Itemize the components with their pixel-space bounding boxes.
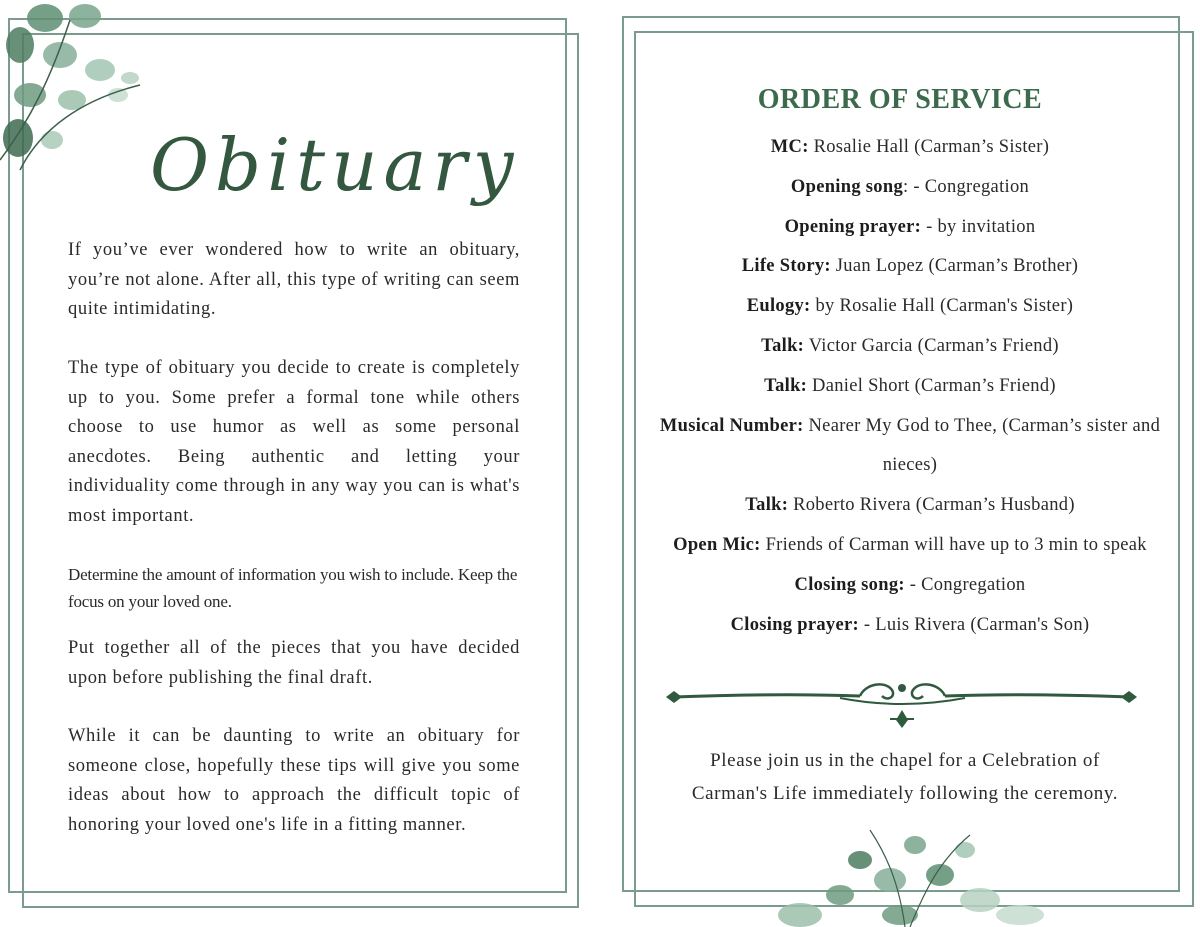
ornamental-divider-icon bbox=[660, 676, 1145, 732]
celebration-line: Please join us in the chapel for a Celebration of bbox=[710, 750, 1100, 771]
paragraph: The type of obituary you decide to create is completely up to you. Some prefer a formal tone while others choose to use humor as well as some personal anecdotes. Being authentic and letting your individuality come through in any way you can is what's most important. bbox=[68, 358, 520, 526]
service-item-text: Nearer My God to Thee, (Carman’s sister and nieces) bbox=[803, 415, 1161, 476]
service-item-text: by Rosalie Hall (Carman's Sister) bbox=[810, 296, 1074, 317]
paragraph: If you’ve ever wondered how to write an obituary, you’re not alone. After all, this type of writing can seem quite intimidating. bbox=[68, 240, 520, 319]
service-item-musical-number bbox=[640, 407, 1180, 487]
service-item-label: Closing song: bbox=[794, 574, 905, 595]
service-item-text: : - Congregation bbox=[903, 176, 1030, 197]
service-item-talk-1 bbox=[640, 327, 1180, 367]
service-item-label: Eulogy: bbox=[746, 296, 811, 317]
service-item-life-story bbox=[640, 247, 1180, 287]
service-item-label: Opening song bbox=[790, 176, 903, 197]
paragraph: While it can be daunting to write an obituary for someone close, hopefully these tips will give you some ideas about how to approach the difficult topic of honoring your loved one's life in a fitting manner. bbox=[68, 726, 520, 835]
page-title: Obituary bbox=[150, 123, 520, 207]
service-item-text: Rosalie Hall (Carman’s Sister) bbox=[808, 137, 1050, 157]
eucalyptus-leaves-icon bbox=[0, 0, 160, 190]
service-item-label: Talk: bbox=[764, 375, 808, 396]
service-item-label: Closing prayer: bbox=[730, 614, 859, 635]
service-item-label: MC: bbox=[770, 137, 809, 157]
service-item-opening-prayer bbox=[640, 208, 1180, 248]
service-item-label: Open Mic: bbox=[673, 534, 761, 555]
service-item-text: Roberto Rivera (Carman’s Husband) bbox=[788, 495, 1075, 516]
celebration-line: Carman's Life immediately following the ceremony. bbox=[691, 783, 1119, 804]
service-item-mc bbox=[640, 128, 1180, 168]
service-item-text: - Luis Rivera (Carman's Son) bbox=[858, 614, 1090, 635]
service-item-closing-prayer bbox=[640, 606, 1180, 646]
service-item-text: Juan Lopez (Carman’s Brother) bbox=[830, 256, 1079, 277]
service-item-text: Victor Garcia (Carman’s Friend) bbox=[804, 335, 1059, 356]
service-item-text: Friends of Carman will have up to 3 min to speak bbox=[760, 534, 1147, 555]
service-item-open-mic bbox=[640, 526, 1180, 566]
service-item-text: - Congregation bbox=[904, 574, 1026, 595]
service-item-label: Life Story: bbox=[741, 256, 831, 277]
service-item-label: Talk: bbox=[761, 335, 805, 356]
order-of-service-title: ORDER OF SERVICE bbox=[757, 84, 1043, 115]
service-item-opening-song bbox=[640, 168, 1180, 208]
service-item-label: Talk: bbox=[745, 495, 789, 516]
service-list bbox=[640, 128, 1180, 645]
service-item-talk-2 bbox=[640, 367, 1180, 407]
celebration-note bbox=[650, 744, 1160, 810]
paragraph: Determine the amount of information you wish to include. Keep the focus on your loved one. bbox=[68, 565, 518, 611]
service-item-text: Daniel Short (Carman’s Friend) bbox=[807, 375, 1056, 396]
service-item-label: Opening prayer: bbox=[784, 216, 922, 237]
service-item-label: Musical Number: bbox=[659, 415, 804, 436]
service-item-text: - by invitation bbox=[921, 216, 1036, 237]
service-item-eulogy bbox=[640, 287, 1180, 327]
eucalyptus-leaves-icon bbox=[740, 820, 1070, 927]
paragraph: Put together all of the pieces that you have decided upon before publishing the final draft. bbox=[68, 638, 520, 688]
service-item-talk-3 bbox=[640, 486, 1180, 526]
service-item-closing-song bbox=[640, 566, 1180, 606]
